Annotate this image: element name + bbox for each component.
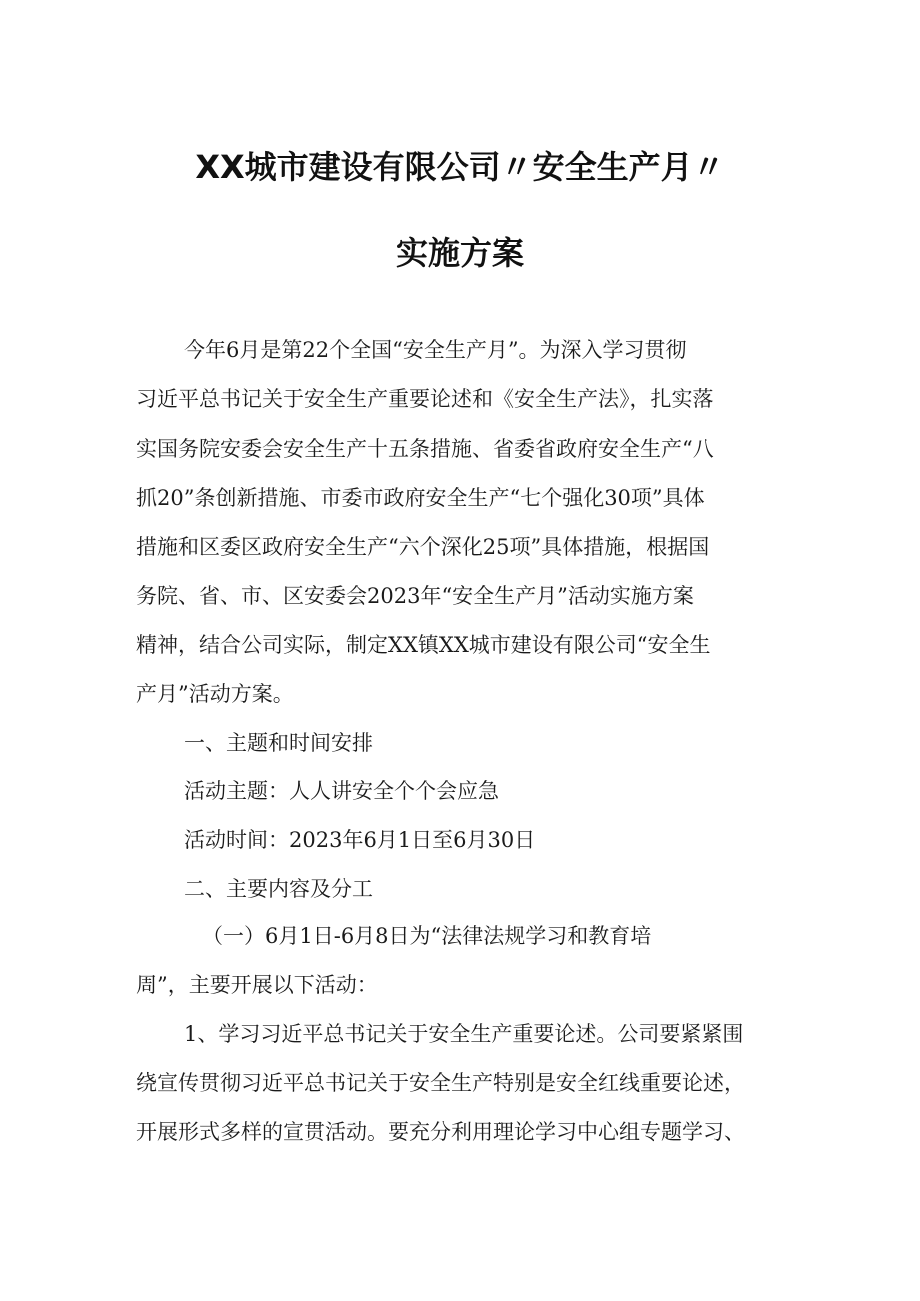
body-line: 精神，结合公司实际，制定XX镇XX城市建设有限公司“安全生 xyxy=(136,633,711,657)
activity-time: 活动时间：2023年6月1日至6月30日 xyxy=(184,828,536,852)
section-heading-1: 一、主题和时间安排 xyxy=(184,731,373,755)
body-line: 实国务院安委会安全生产十五条措施、省委省政府安全生产“八 xyxy=(136,437,714,461)
activity-theme: 活动主题：人人讲安全个个会应急 xyxy=(184,779,499,803)
section-heading-2: 二、主要内容及分工 xyxy=(184,877,373,901)
body-line: 务院、省、市、区安委会2023年“安全生产月”活动实施方案 xyxy=(136,584,694,608)
body-line: 今年6月是第22个全国“安全生产月”。为深入学习贯彻 xyxy=(184,338,687,362)
subsection-heading-1: （一）6月1日-6月8日为“法律法规学习和教育培 xyxy=(202,924,652,948)
body-line: 1、学习习近平总书记关于安全生产重要论述。公司要紧紧围 xyxy=(184,1022,744,1046)
body-line: 抓20”条创新措施、市委市政府安全生产“七个强化30项”具体 xyxy=(136,486,705,510)
document-title-line-1: XX城市建设有限公司〃安全生产月〃 xyxy=(195,148,725,186)
body-line: 措施和区委区政府安全生产“六个深化25项”具体措施，根据国 xyxy=(136,535,710,559)
body-line: 绕宣传贯彻习近平总书记关于安全生产特别是安全红线重要论述， xyxy=(136,1071,745,1095)
document-title-line-2: 实施方案 xyxy=(395,234,524,272)
body-line: 习近平总书记关于安全生产重要论述和《安全生产法》，扎实落 xyxy=(136,387,714,411)
body-line: 产月”活动方案。 xyxy=(136,682,294,706)
body-line: 开展形式多样的宣贯活动。要充分利用理论学习中心组专题学习、 xyxy=(136,1120,745,1144)
body-line: 周”，主要开展以下活动： xyxy=(136,973,378,997)
